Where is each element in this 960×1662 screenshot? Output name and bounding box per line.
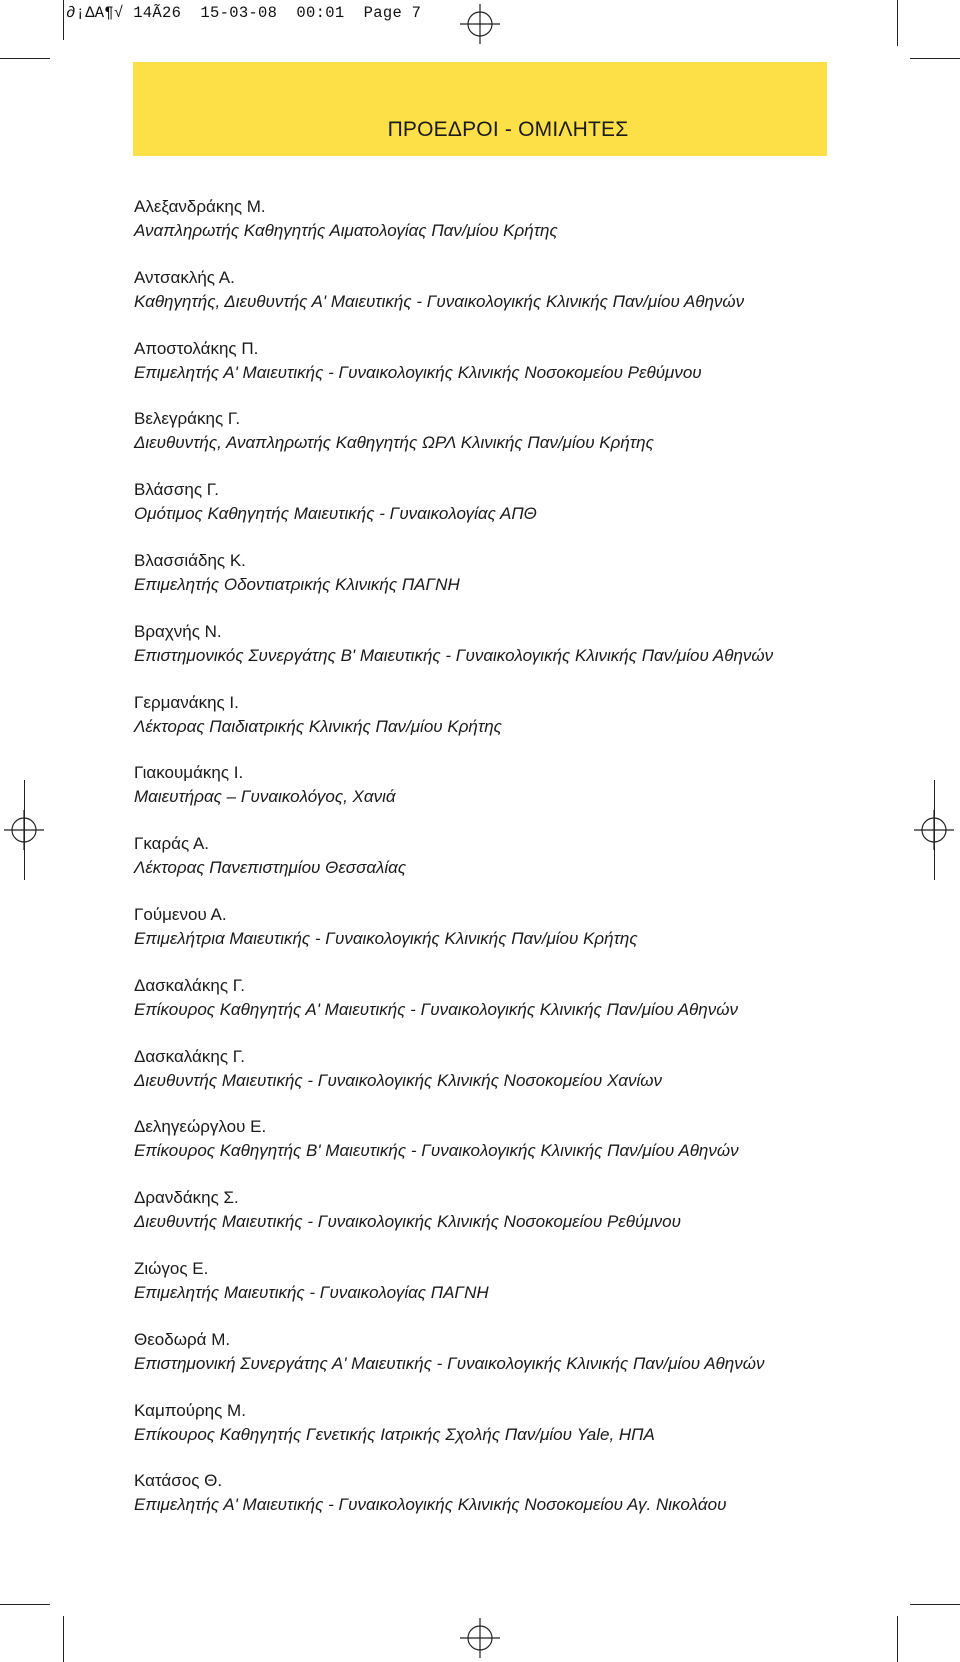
- speaker-role: Μαιευτήρας – Γυναικολόγος, Χανιά: [134, 787, 396, 807]
- speaker-role: Επιμελητής Α' Μαιευτικής - Γυναικολογικής Κλινικής Νοσοκομείου Ρεθύμνου: [134, 362, 702, 382]
- speaker-role: Επιμελητής Α' Μαιευτικής - Γυναικολογικής Κλινικής Νοσοκομείου Αγ. Νικολάου: [134, 1495, 727, 1515]
- list-item: [134, 904, 834, 975]
- registration-mark-icon: [460, 1618, 500, 1658]
- speaker-name: Θεοδωρά Μ.: [134, 1329, 231, 1349]
- speaker-name: Γιακουμάκης Ι.: [134, 763, 244, 783]
- crop-mark: [0, 1604, 50, 1605]
- speaker-role: Καθηγητής, Διευθυντής Α' Μαιευτικής - Γυναικολογικής Κλινικής Παν/μίου Αθηνών: [134, 291, 745, 311]
- list-item: [134, 1470, 834, 1541]
- speaker-name: Ζιώγος Ε.: [134, 1258, 209, 1278]
- crop-mark: [897, 0, 898, 46]
- crop-mark: [897, 1616, 898, 1662]
- list-item: [134, 975, 834, 1046]
- speaker-name: Δρανδάκης Σ.: [134, 1188, 239, 1208]
- speaker-name: Δασκαλάκης Γ.: [134, 975, 245, 995]
- speaker-role: Επιμελητής Οδοντιατρικής Κλινικής ΠΑΓΝΗ: [134, 574, 460, 594]
- speaker-name: Δασκαλάκης Γ.: [134, 1046, 245, 1066]
- speaker-role: Επίκουρος Καθηγητής Β' Μαιευτικής - Γυναικολογικής Κλινικής Παν/μίου Αθηνών: [134, 1141, 739, 1161]
- speaker-name: Γερμανάκης Ι.: [134, 692, 239, 712]
- crop-mark: [934, 780, 935, 880]
- list-item: [134, 692, 834, 763]
- speakers-list: [134, 196, 834, 1541]
- page-title: ΠΡΟΕΔΡΟΙ - ΟΜΙΛΗΤΕΣ: [387, 118, 629, 141]
- list-item: [134, 196, 834, 267]
- list-item: [134, 1400, 834, 1471]
- speaker-name: Αποστολάκης Π.: [134, 338, 259, 358]
- speaker-role: Αναπληρωτής Καθηγητής Αιματολογίας Παν/μίου Κρήτης: [134, 221, 558, 240]
- list-item: [134, 408, 834, 479]
- crop-mark: [24, 780, 25, 880]
- speaker-name: Αντσακλής Α.: [134, 267, 235, 287]
- list-item: [134, 479, 834, 550]
- speaker-role: Διευθυντής Μαιευτικής - Γυναικολογικής Κλινικής Νοσοκομείου Ρεθύμνου: [134, 1212, 681, 1232]
- crop-mark: [910, 1604, 960, 1605]
- list-item: [134, 1187, 834, 1258]
- title-banner: [133, 62, 827, 156]
- speaker-role: Λέκτορας Πανεπιστημίου Θεσσαλίας: [134, 858, 407, 878]
- speaker-role: Επιστημονική Συνεργάτης Α' Μαιευτικής - Γυναικολογικής Κλινικής Παν/μίου Αθηνών: [134, 1353, 765, 1373]
- speaker-name: Βλασσιάδης Κ.: [134, 550, 246, 570]
- speaker-name: Δεληγεώργλου Ε.: [134, 1117, 267, 1137]
- list-item: [134, 338, 834, 409]
- speaker-name: Αλεξανδράκης Μ.: [134, 197, 266, 216]
- list-item: [134, 1329, 834, 1400]
- speaker-role: Επίκουρος Καθηγητής Α' Μαιευτικής - Γυναικολογικής Κλινικής Παν/μίου Αθηνών: [134, 999, 738, 1019]
- speaker-role: Διευθυντής, Αναπληρωτής Καθηγητής ΩΡΛ Κλινικής Παν/μίου Κρήτης: [134, 433, 654, 453]
- speaker-role: Επιμελήτρια Μαιευτικής - Γυναικολογικής Κλινικής Παν/μίου Κρήτης: [134, 928, 638, 948]
- registration-mark-icon: [460, 4, 500, 44]
- speaker-role: Διευθυντής Μαιευτικής - Γυναικολογικής Κλινικής Νοσοκομείου Χανίων: [134, 1070, 663, 1090]
- crop-mark: [0, 58, 50, 59]
- list-item: [134, 762, 834, 833]
- crop-mark: [63, 0, 64, 40]
- speaker-role: Επίκουρος Καθηγητής Γενετικής Ιατρικής Σχολής Παν/μίου Yale, ΗΠΑ: [134, 1424, 655, 1444]
- list-item: [134, 621, 834, 692]
- list-item: [134, 1046, 834, 1117]
- crop-mark: [63, 1616, 64, 1662]
- list-item: [134, 1116, 834, 1187]
- list-item: [134, 1258, 834, 1329]
- list-item: [134, 267, 834, 338]
- speaker-name: Βραχνής Ν.: [134, 621, 222, 641]
- speaker-role: Ομότιμος Καθηγητής Μαιευτικής - Γυναικολογίας ΑΠΘ: [134, 504, 537, 524]
- speaker-role: Λέκτορας Παιδιατρικής Κλινικής Παν/μίου Κρήτης: [134, 716, 502, 736]
- speaker-name: Βελεγράκης Γ.: [134, 409, 241, 429]
- list-item: [134, 550, 834, 621]
- list-item: [134, 833, 834, 904]
- print-slug: ∂¡ΔΑ¶√ 14Ã26 15-03-08 00:01 Page 7: [66, 4, 422, 22]
- speaker-name: Γκαράς Α.: [134, 834, 210, 854]
- speaker-role: Επιμελητής Μαιευτικής - Γυναικολογίας ΠΑΓΝΗ: [134, 1282, 489, 1302]
- speaker-name: Γούμενου Α.: [134, 904, 227, 924]
- speaker-name: Βλάσσης Γ.: [134, 480, 219, 500]
- speaker-name: Καμπούρης Μ.: [134, 1400, 246, 1420]
- speaker-role: Επιστημονικός Συνεργάτης Β' Μαιευτικής - Γυναικολογικής Κλινικής Παν/μίου Αθηνών: [134, 645, 774, 665]
- crop-mark: [910, 58, 960, 59]
- speaker-name: Κατάσος Θ.: [134, 1471, 223, 1491]
